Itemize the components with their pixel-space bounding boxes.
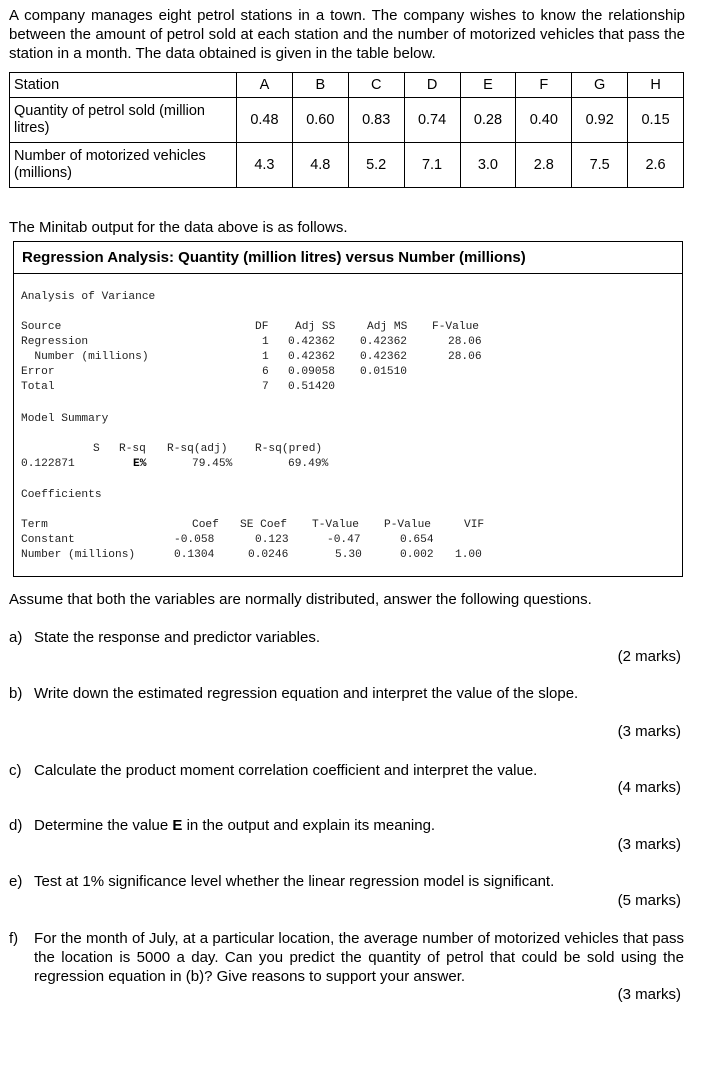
aov-cell: 0.42362: [288, 336, 335, 348]
question-f-text: For the month of July, at a particular location, the average number of motorized vehicles that pass the location is 5000 a day. Can you predict the quantity of petrol that could be sold using the regression equation in (b)? Give reasons to support your answer.: [34, 930, 684, 985]
table-header-cell: G: [572, 73, 628, 98]
aov-cell: 0.09058: [288, 366, 335, 378]
coef-cell: 0.654: [400, 534, 434, 546]
coef-cell: -0.058: [174, 534, 215, 546]
intro-paragraph: A company manages eight petrol stations in a town. The company wishes to know the relationship between the amount of petrol sold at each station and the number of motorized vehicles that pass the station in a month. The data obtained is given in the table below.: [9, 7, 685, 62]
aov-header-source: Source: [21, 321, 62, 333]
table-cell: 0.60: [292, 98, 348, 143]
question-f-label: f): [9, 930, 19, 947]
coef-cell: 1.00: [455, 549, 482, 561]
table-header-cell: E: [460, 73, 516, 98]
table-cell: 0.92: [572, 98, 628, 143]
table-cell: 0.40: [516, 98, 572, 143]
table-header-cell: D: [404, 73, 460, 98]
table-header-cell: Station: [10, 73, 237, 98]
aov-cell: 0.42362: [288, 351, 335, 363]
question-a-text: State the response and predictor variables.: [34, 629, 321, 646]
question-c-label: c): [9, 762, 22, 779]
question-d-text-before: Determine the value: [34, 817, 173, 834]
model-value-rsqadj: 79.45%: [192, 458, 233, 470]
table-row: [10, 143, 684, 188]
table-header-cell: A: [237, 73, 293, 98]
table-header-cell: H: [628, 73, 684, 98]
table-row: [10, 98, 684, 143]
coef-header-pvalue: P-Value: [384, 519, 431, 531]
table-cell: 4.8: [292, 143, 348, 188]
table-header-cell: F: [516, 73, 572, 98]
aov-cell: 28.06: [448, 336, 482, 348]
table-cell: 0.28: [460, 98, 516, 143]
question-e-text: Test at 1% significance level whether the linear regression model is significant.: [34, 873, 555, 890]
coef-header-tvalue: T-Value: [312, 519, 359, 531]
aov-cell: 1: [262, 351, 269, 363]
aov-cell: 1: [262, 336, 269, 348]
question-c-text: Calculate the product moment correlation coefficient and interpret the value.: [34, 762, 538, 779]
table-cell: 3.0: [460, 143, 516, 188]
model-header-rsqpred: R-sq(pred): [255, 443, 323, 455]
model-value-rsqpred: 69.49%: [288, 458, 329, 470]
table-row-label: Quantity of petrol sold (million litres): [10, 98, 237, 143]
question-e-marks: (5 marks): [617, 892, 681, 909]
coef-cell: 0.0246: [248, 549, 289, 561]
aov-cell: 0.42362: [360, 351, 407, 363]
question-b-label: b): [9, 685, 23, 702]
aov-cell: 0.51420: [288, 381, 335, 393]
table-cell: 0.15: [628, 98, 684, 143]
table-cell: 4.3: [237, 143, 293, 188]
coef-header-vif: VIF: [464, 519, 485, 531]
table-cell: 7.5: [572, 143, 628, 188]
aov-cell: Error: [21, 366, 55, 378]
coef-header-term: Term: [21, 519, 48, 531]
coef-cell: -0.47: [327, 534, 361, 546]
table-cell: 2.6: [628, 143, 684, 188]
model-value-s: 0.122871: [21, 458, 75, 470]
coef-header-secoef: SE Coef: [240, 519, 287, 531]
coefficients-heading: Coefficients: [21, 489, 102, 501]
question-a-label: a): [9, 629, 23, 646]
aov-cell: 0.42362: [360, 336, 407, 348]
aov-header-adjms: Adj MS: [367, 321, 408, 333]
coef-cell: 5.30: [335, 549, 362, 561]
question-d-bold-e: E: [172, 817, 183, 834]
coef-cell: 0.1304: [174, 549, 215, 561]
assumption-text: Assume that both the variables are normally distributed, answer the following questions.: [9, 591, 592, 608]
aov-cell: 0.01510: [360, 366, 407, 378]
minitab-title: Regression Analysis: Quantity (million litres) versus Number (millions): [14, 242, 682, 274]
aov-header-adjss: Adj SS: [295, 321, 336, 333]
model-header-rsqadj: R-sq(adj): [167, 443, 228, 455]
table-cell: 2.8: [516, 143, 572, 188]
table-cell: 7.1: [404, 143, 460, 188]
model-header-rsq: R-sq: [119, 443, 146, 455]
question-d-text: [34, 816, 435, 835]
question-e-label: e): [9, 873, 23, 890]
question-f-marks: (3 marks): [617, 986, 681, 1003]
model-header-s: S: [93, 443, 100, 455]
coef-cell: 0.002: [400, 549, 434, 561]
table-cell: 0.83: [348, 98, 404, 143]
aov-cell: 28.06: [448, 351, 482, 363]
question-b-text: Write down the estimated regression equation and interpret the value of the slope.: [34, 685, 579, 702]
coef-cell: Number (millions): [21, 549, 136, 561]
question-b-marks: (3 marks): [617, 723, 681, 740]
table-header-cell: B: [292, 73, 348, 98]
question-d-text-after: in the output and explain its meaning.: [182, 817, 436, 834]
aov-header-df: DF: [255, 321, 269, 333]
question-c-marks: (4 marks): [617, 779, 681, 796]
aov-cell: 6: [262, 366, 269, 378]
table-header-row: [10, 73, 684, 98]
aov-cell: Total: [21, 381, 55, 393]
aov-heading: Analysis of Variance: [21, 291, 156, 303]
question-d-marks: (3 marks): [617, 836, 681, 853]
question-d-label: d): [9, 817, 23, 834]
aov-cell: 7: [262, 381, 269, 393]
aov-cell: Regression: [21, 336, 89, 348]
coef-cell: 0.123: [255, 534, 289, 546]
question-a-marks: (2 marks): [617, 648, 681, 665]
table-row-label: Number of motorized vehicles (millions): [10, 143, 237, 188]
minitab-output-box: [13, 241, 683, 577]
table-cell: 0.48: [237, 98, 293, 143]
aov-cell: Number (millions): [21, 351, 149, 363]
model-value-rsq: E%: [133, 458, 147, 470]
coef-cell: Constant: [21, 534, 75, 546]
model-summary-heading: Model Summary: [21, 413, 109, 425]
coef-header-coef: Coef: [192, 519, 219, 531]
aov-header-fvalue: F-Value: [432, 321, 479, 333]
table-cell: 5.2: [348, 143, 404, 188]
table-header-cell: C: [348, 73, 404, 98]
data-table: [9, 72, 684, 188]
table-cell: 0.74: [404, 98, 460, 143]
minitab-intro: The Minitab output for the data above is as follows.: [9, 219, 348, 236]
